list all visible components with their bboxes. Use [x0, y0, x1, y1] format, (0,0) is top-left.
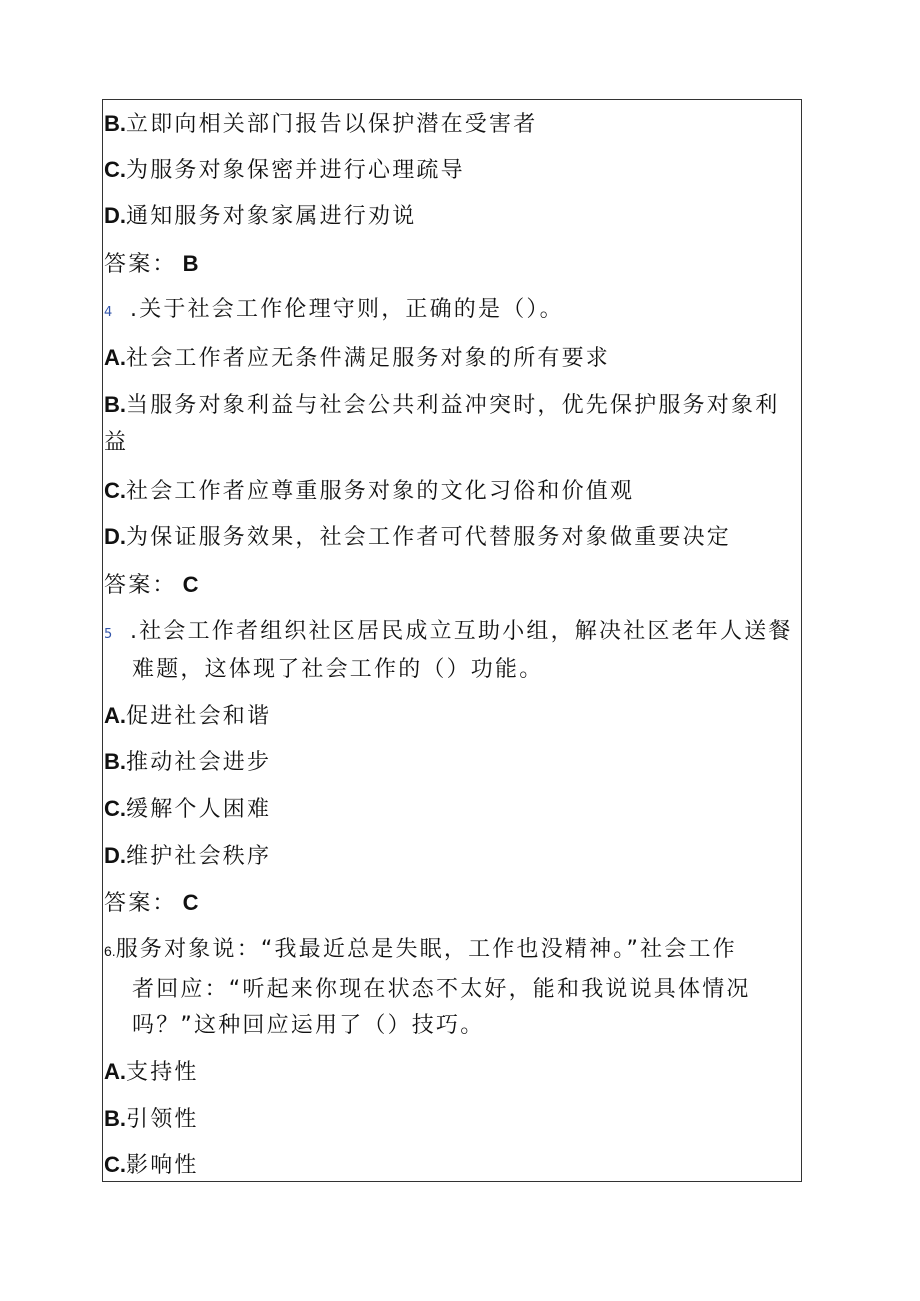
option-text: 缓解个人困难: [126, 797, 272, 822]
q4-option-a: [104, 344, 610, 373]
option-label: D.: [104, 203, 126, 228]
q6-stem-line3: 吗？”这种回应运用了（）技巧。: [132, 1013, 485, 1038]
question-text: .社会工作者组织社区居民成立互助小组，解决社区老年人送餐: [130, 619, 793, 644]
q5-answer: [104, 889, 199, 918]
question-text: 服务对象说：“我最近总是失眠，工作也没精神。”社会工作: [115, 937, 737, 962]
q6-stem-line2: 者回应：“听起来你现在状态不太好，能和我说说具体情况: [132, 977, 751, 1002]
option-text: 支持性: [126, 1060, 199, 1085]
answer-value: C: [182, 890, 199, 915]
option-label: A.: [104, 703, 126, 728]
q6-option-a: [104, 1058, 199, 1087]
q5-option-d: [104, 842, 271, 871]
q4-option-b-continued: 益: [104, 430, 129, 455]
q5-option-a: [104, 702, 271, 731]
q3-option-d: [104, 202, 416, 231]
q4-answer: [104, 571, 199, 600]
answer-prefix: 答案：: [104, 573, 177, 598]
option-label: A.: [104, 1059, 126, 1084]
question-number: 4: [104, 305, 113, 320]
option-text: 社会工作者应无条件满足服务对象的所有要求: [126, 346, 611, 371]
q3-option-c: [104, 156, 465, 185]
q5-option-b: [104, 748, 271, 777]
answer-prefix: 答案：: [104, 252, 177, 277]
q4-option-d: [104, 523, 731, 552]
answer-value: B: [182, 251, 199, 276]
option-label: C.: [104, 796, 126, 821]
option-text: 通知服务对象家属进行劝说: [126, 204, 417, 229]
option-text: 立即向相关部门报告以保护潜在受害者: [126, 112, 538, 137]
option-label: C.: [104, 157, 126, 182]
q5-option-c: [104, 795, 271, 824]
question-number: 5: [104, 627, 113, 642]
option-text: 引领性: [126, 1107, 199, 1132]
option-label: B.: [104, 749, 126, 774]
q4-option-c: [104, 477, 634, 506]
q6-option-c: [104, 1151, 199, 1180]
option-label: D.: [104, 843, 126, 868]
option-text: 推动社会进步: [126, 750, 272, 775]
option-text: 影响性: [126, 1153, 199, 1178]
option-label: C.: [104, 1152, 126, 1177]
q3-answer: [104, 250, 199, 279]
question-text: .关于社会工作伦理守则，正确的是（）。: [130, 297, 564, 322]
option-text: 维护社会秩序: [126, 844, 272, 869]
option-label: B.: [104, 392, 126, 417]
question-number: 6.: [104, 943, 116, 959]
option-text: 社会工作者应尊重服务对象的文化习俗和价值观: [126, 479, 635, 504]
q3-option-b: [104, 110, 537, 139]
q5-stem-line2: 难题，这体现了社会工作的（）功能。: [132, 657, 544, 682]
option-text: 促进社会和谐: [126, 704, 272, 729]
answer-prefix: 答案：: [104, 891, 177, 916]
option-text: 为服务对象保密并进行心理疏导: [126, 158, 465, 183]
option-label: B.: [104, 111, 126, 136]
q6-option-b: [104, 1105, 199, 1134]
q6-stem-line1: [104, 936, 737, 965]
answer-value: C: [182, 572, 199, 597]
option-label: C.: [104, 478, 126, 503]
q4-stem: [104, 296, 564, 327]
option-label: A.: [104, 345, 126, 370]
q4-option-b: [104, 391, 779, 420]
option-text: 当服务对象利益与社会公共利益冲突时，优先保护服务对象利: [126, 393, 780, 418]
q5-stem-line1: [104, 618, 793, 649]
option-label: D.: [104, 524, 126, 549]
option-text: 为保证服务效果，社会工作者可代替服务对象做重要决定: [126, 525, 732, 550]
option-label: B.: [104, 1106, 126, 1131]
